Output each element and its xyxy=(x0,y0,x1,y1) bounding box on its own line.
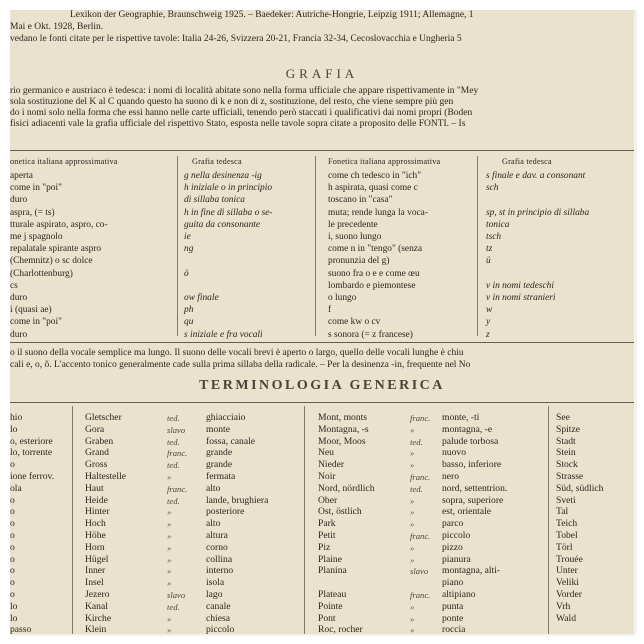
term-col3-meaning: altipiano xyxy=(442,589,476,600)
term-col3-word: Nord, nördlich xyxy=(318,482,375,494)
term-col3-word: Noir xyxy=(318,471,336,482)
term-meaning-left: hio xyxy=(10,412,23,423)
term-col3-lang: ted. xyxy=(410,483,423,494)
term-col2-meaning: corno xyxy=(206,541,228,553)
term-col2-meaning: canale xyxy=(206,600,231,612)
grafia-cell: ph xyxy=(184,305,194,316)
grafia-col-head-3: Fonetica italiana approssimativa xyxy=(328,157,441,166)
terminologia-divider-2 xyxy=(304,406,305,634)
term-col3-meaning: ponte xyxy=(442,612,464,624)
grafia-cell: suono fra o e e come œu xyxy=(328,268,420,279)
grafia-cell: duro xyxy=(10,329,28,340)
grafia-divider-3 xyxy=(477,156,478,336)
term-word-right: Vorder xyxy=(556,589,582,600)
term-meaning-left: passo xyxy=(10,624,32,634)
term-col2-lang: ted. xyxy=(167,436,180,447)
term-col2-word: Graben xyxy=(85,435,114,447)
term-col2-lang: » xyxy=(167,531,172,541)
grafia-cell: (Chemnitz) o sc dolce xyxy=(10,256,93,267)
term-col2-lang: slavo xyxy=(167,424,186,435)
grafia-cell: v in nomi stranieri xyxy=(486,293,556,303)
grafia-intro-2: sola sostituzione del K al C quando questo ha suono di k e non di z, sostituzione, del resto, che viene sempre più gen xyxy=(10,97,454,107)
term-meaning-left: lo xyxy=(10,600,18,612)
term-word-right: Trouée xyxy=(556,553,583,565)
term-col2-word: Gletscher xyxy=(85,412,122,423)
term-col2-meaning: alto xyxy=(206,482,221,494)
term-col3-lang: » xyxy=(410,542,415,553)
term-word-right: Süd, südlich xyxy=(556,482,604,494)
grafia-cell: duro xyxy=(10,195,28,206)
grafia-cell: i, suono lungo xyxy=(328,232,382,242)
grafia-cell: sp, st in principio di sillaba xyxy=(486,207,590,218)
grafia-cell: ö xyxy=(184,268,189,279)
term-col3-word: Mont, monts xyxy=(318,412,368,423)
term-col3-meaning: est, orientale xyxy=(442,506,492,518)
grafia-cell: ow finale xyxy=(184,293,219,303)
term-meaning-left: o xyxy=(10,518,15,530)
grafia-cell: muta; rende lunga la voca- xyxy=(328,207,428,218)
term-meaning-left: o xyxy=(10,494,15,506)
term-col2-word: Kirche xyxy=(85,612,112,624)
term-col3-word: Roc, rocher xyxy=(318,624,363,634)
term-col3-lang: » xyxy=(410,554,415,565)
term-col3-lang: » xyxy=(410,519,415,530)
term-word-right: Sveti xyxy=(556,494,576,506)
term-col3-lang: franc. xyxy=(410,413,431,423)
term-col2-meaning: lago xyxy=(206,589,223,600)
grafia-col-head-2: Grafia tedesca xyxy=(192,157,242,166)
grafia-cell: tonica xyxy=(486,219,510,230)
grafia-intro-3: do i nomi solo nella forma che essi hanno nelle carte ufficiali, tenendo però staccati i qualificativi dai nomi propri (Boden xyxy=(10,108,473,118)
atlas-page xyxy=(10,10,634,634)
term-col2-lang: franc. xyxy=(167,448,188,459)
grafia-cell: toscano in "casa" xyxy=(328,195,393,206)
grafia-cell: y xyxy=(486,317,491,328)
term-col3-lang: franc. xyxy=(410,472,431,482)
term-meaning-left: ione ferrov. xyxy=(10,471,55,482)
grafia-cell: guita da consonante xyxy=(184,219,261,230)
term-meaning-left: o xyxy=(10,506,15,518)
term-col3-meaning: piccolo xyxy=(442,530,471,541)
term-col2-word: Klein xyxy=(85,624,107,634)
term-word-right: Vrh xyxy=(556,600,571,612)
term-col2-lang: » xyxy=(167,625,172,634)
grafia-cell: w xyxy=(486,305,493,316)
term-word-right: Spitze xyxy=(556,423,580,435)
source-line-3: vedano le fonti citate per le rispettive tavole: Italia 24-26, Svizzera 20-21, Francia 32-34, Cecoslovacchia e Ungheria 5 xyxy=(10,34,462,44)
term-col2-lang: » xyxy=(167,542,172,553)
grafia-cell: qu xyxy=(184,317,194,328)
grafia-cell: v in nomi tedeschi xyxy=(486,280,554,291)
term-col2-word: Haltestelle xyxy=(85,471,127,482)
term-word-right: Stadt xyxy=(556,435,576,447)
term-col3-word: Ost, östlich xyxy=(318,506,362,518)
grafia-cell: come ch tedesco in "ich" xyxy=(328,171,422,181)
term-word-right: Törl xyxy=(556,541,573,553)
term-col3-word: Petit xyxy=(318,530,336,541)
grafia-cell: o lungo xyxy=(328,293,357,303)
term-col3-lang: » xyxy=(410,601,415,612)
term-word-right: Veliki xyxy=(556,577,579,589)
term-col3-meaning: basso, inferiore xyxy=(442,459,502,471)
term-col2-meaning: fermata xyxy=(206,471,236,482)
term-col3-lang: » xyxy=(410,460,415,471)
grafia-cell: s finale e dav. a consonant xyxy=(486,171,586,181)
term-col2-word: Höhe xyxy=(85,530,106,541)
term-col3-word: Nieder xyxy=(318,459,345,471)
term-col2-lang: ted. xyxy=(167,460,180,471)
term-col3-meaning: parco xyxy=(442,518,464,530)
term-meaning-left: o xyxy=(10,530,15,541)
term-col2-word: Gora xyxy=(85,423,105,435)
grafia-note-2: cali e, o, õ. L'accento tonico generalmente cade sulla prima sillaba della radicale. – Per la desinenza -in, frequente nel No xyxy=(10,360,471,370)
grafia-cell: z xyxy=(486,329,490,340)
term-col2-meaning: monte xyxy=(206,423,230,435)
term-col3-word: Pointe xyxy=(318,600,343,612)
term-col2-meaning: collina xyxy=(206,553,233,565)
term-col2-word: Insel xyxy=(85,577,104,589)
term-col2-meaning: chiesa xyxy=(206,612,230,624)
term-col2-word: Horn xyxy=(85,541,105,553)
grafia-note-1: o il suono della vocale semplice ma lungo. Il suono delle vocali brevi è aperto o largo, quello delle vocali lunghe è chiu xyxy=(10,348,464,358)
term-col2-word: Gross xyxy=(85,459,108,471)
term-meaning-left: o xyxy=(10,577,15,589)
grafia-cell: ie xyxy=(184,232,191,242)
term-meaning-left: lo, torrente xyxy=(10,447,53,459)
source-line-1: Lexikon der Geographie, Braunschweig 1925. – Baedeker: Autriche-Hongrie, Leipzig 1911; Allemagne, 1 xyxy=(70,10,474,20)
term-col2-word: Jezero xyxy=(85,589,110,600)
term-col2-word: Grand xyxy=(85,447,109,459)
term-col3-word: Montagna, -s xyxy=(318,423,369,435)
term-col2-word: Inner xyxy=(85,565,106,577)
term-col2-lang: » xyxy=(167,566,172,577)
term-col2-lang: » xyxy=(167,472,172,482)
term-meaning-left: o xyxy=(10,553,15,565)
grafia-cell: ü xyxy=(486,256,491,267)
term-col2-lang: slavo xyxy=(167,590,186,600)
term-col3-lang: » xyxy=(410,495,415,506)
grafia-cell: cs xyxy=(10,280,18,291)
term-col3-meaning: pizzo xyxy=(442,541,463,553)
grafia-cell: tturale aspirato, aspro, co- xyxy=(10,219,108,230)
grafia-cell: h iniziale o in principio xyxy=(184,183,273,194)
term-col2-word: Haut xyxy=(85,482,104,494)
term-col2-word: Hoch xyxy=(85,518,106,530)
term-col3-lang: ted. xyxy=(410,436,423,447)
grafia-cell: repalatale spirante aspro xyxy=(10,244,102,255)
grafia-cell: sch xyxy=(486,183,499,194)
grafia-cell: lombardo e piemontese xyxy=(328,280,416,291)
grafia-col-head-4: Grafia tedesca xyxy=(502,157,552,166)
grafia-cell: come n in "tengo" (senza xyxy=(328,244,423,255)
grafia-table-top-rule xyxy=(10,150,634,151)
term-col3-lang: » xyxy=(410,613,415,624)
grafia-cell: tz xyxy=(486,244,493,255)
term-col2-meaning: altura xyxy=(206,530,228,541)
grafia-cell: f xyxy=(328,305,332,316)
term-meaning-left: ola xyxy=(10,482,22,494)
grafia-intro-4: fisici adiacenti vale la grafia ufficiale del rispettivo Stato, esposta nelle tavole sopra citate a proposito delle FONTI. – Is xyxy=(10,119,466,129)
term-col3-meaning: monte, -ti xyxy=(442,412,480,423)
grafia-title: GRAFIA xyxy=(285,66,359,81)
grafia-intro-1: rio germanico e austriaco è tedesca: i nomi di località abitate sono nella forma ufficiale che appare rispettivamente in "Mey xyxy=(10,86,479,96)
term-col2-meaning: grande xyxy=(206,459,233,471)
term-meaning-left: lo xyxy=(10,423,18,435)
term-col3-meaning: piano xyxy=(442,577,464,589)
term-word-right: Teich xyxy=(556,518,578,530)
terminologia-title: TERMINOLOGIA GENERICA xyxy=(199,378,445,393)
grafia-cell: come in "poi" xyxy=(10,317,62,328)
term-word-right: Tobel xyxy=(556,530,578,541)
term-col2-lang: ted. xyxy=(167,413,180,423)
term-col3-word: Ober xyxy=(318,494,338,506)
grafia-cell: s sonora (= z francese) xyxy=(328,329,413,340)
term-meaning-left: o, esteriore xyxy=(10,435,53,447)
grafia-table-bottom-rule xyxy=(10,342,634,343)
term-col3-meaning: punta xyxy=(442,600,464,612)
term-meaning-left: o xyxy=(10,459,15,471)
term-col2-lang: » xyxy=(167,554,172,565)
term-col3-lang: franc. xyxy=(410,590,431,600)
term-word-right: See xyxy=(556,412,570,423)
term-col3-meaning: pianura xyxy=(442,553,471,565)
terminologia-top-rule xyxy=(10,402,634,403)
grafia-cell: pronunzia del g) xyxy=(328,256,390,267)
term-col2-lang: » xyxy=(167,507,172,518)
term-col3-word: Moor, Moos xyxy=(318,435,366,447)
term-col2-lang: ted. xyxy=(167,601,180,612)
term-meaning-left: o xyxy=(10,541,15,553)
grafia-cell: i (quasi ae) xyxy=(10,305,52,316)
term-col2-lang: » xyxy=(167,578,172,589)
term-meaning-left: lo xyxy=(10,612,18,624)
grafia-cell: come in "poi" xyxy=(10,183,62,194)
terminologia-divider-1 xyxy=(72,406,73,634)
term-col2-lang: ted. xyxy=(167,495,180,506)
term-col3-word: Park xyxy=(318,518,336,530)
term-col2-meaning: fossa, canale xyxy=(206,435,256,447)
term-word-right: Wald xyxy=(556,612,577,624)
grafia-cell: s iniziale e fra vocali xyxy=(184,329,263,340)
term-col2-meaning: isola xyxy=(206,577,225,589)
term-col3-meaning: montagna, alti- xyxy=(442,565,501,577)
term-col3-meaning: nero xyxy=(442,471,460,482)
term-col2-lang: » xyxy=(167,519,172,530)
term-col3-lang: » xyxy=(410,625,415,634)
term-col3-lang: » xyxy=(410,507,415,518)
term-col3-lang: franc. xyxy=(410,531,431,541)
grafia-divider-2 xyxy=(315,156,316,336)
term-col2-meaning: posteriore xyxy=(206,506,245,518)
grafia-cell: duro xyxy=(10,293,28,303)
grafia-cell: come kw o cv xyxy=(328,317,381,328)
grafia-cell: me j spagnolo xyxy=(10,232,63,242)
term-col2-meaning: lande, brughiera xyxy=(206,494,269,506)
grafia-cell: tsch xyxy=(486,232,502,242)
term-col3-word: Plateau xyxy=(318,589,347,600)
grafia-cell: le precedente xyxy=(328,219,378,230)
term-word-right: Tal xyxy=(556,506,569,518)
grafia-cell: aperta xyxy=(10,171,33,181)
term-col3-meaning: nord, settentrion. xyxy=(442,482,508,494)
term-col3-word: Planina xyxy=(318,565,347,577)
term-col2-meaning: ghiacciaio xyxy=(206,412,246,423)
term-col3-word: Plaine xyxy=(318,553,342,565)
term-word-right: Unter xyxy=(556,565,578,577)
term-word-right: Stock xyxy=(556,459,578,471)
term-col3-word: Pont xyxy=(318,612,336,624)
term-col2-word: Kanal xyxy=(85,600,108,612)
term-col3-word: Neu xyxy=(318,447,334,459)
term-col3-lang: slavo xyxy=(410,566,429,577)
term-col2-word: Hügel xyxy=(85,553,109,565)
term-word-right: Stein xyxy=(556,447,576,459)
term-col3-meaning: roccia xyxy=(442,624,466,634)
term-col2-lang: franc. xyxy=(167,483,188,494)
term-col2-meaning: grande xyxy=(206,447,233,459)
term-col3-lang: » xyxy=(410,448,415,459)
term-meaning-left: o xyxy=(10,565,15,577)
grafia-cell: aspra, (= ts) xyxy=(10,207,55,218)
term-col2-lang: » xyxy=(167,613,172,624)
term-word-right: Strasse xyxy=(556,471,584,482)
grafia-cell: ng xyxy=(184,244,194,255)
grafia-col-head-1: onetica italiana approssimativa xyxy=(10,157,118,166)
grafia-cell: h in fine di sillaba o se- xyxy=(184,207,273,218)
grafia-cell: h aspirata, quasi come c xyxy=(328,183,418,194)
term-meaning-left: o xyxy=(10,589,15,600)
terminologia-divider-3 xyxy=(548,406,549,634)
grafia-divider-1 xyxy=(177,156,178,336)
term-col2-meaning: alto xyxy=(206,518,221,530)
term-col2-word: Hinter xyxy=(85,506,110,518)
term-col3-lang: » xyxy=(410,424,415,435)
source-line-2: Mai e Okt. 1928, Berlin. xyxy=(10,22,104,32)
term-col3-meaning: nuovo xyxy=(442,447,466,459)
term-col3-meaning: sopra, superiore xyxy=(442,494,504,506)
term-col3-meaning: montagna, -e xyxy=(442,423,493,435)
term-col3-meaning: palude torbosa xyxy=(442,435,499,447)
term-col2-word: Heide xyxy=(85,494,108,506)
term-col3-word: Piz xyxy=(318,541,331,553)
grafia-cell: g nella desinenza -ig xyxy=(184,171,262,181)
grafia-cell: di sillaba tonica xyxy=(184,195,245,206)
term-col2-meaning: piccolo xyxy=(206,624,235,634)
grafia-cell: (Charlottenburg) xyxy=(10,268,73,279)
term-col2-meaning: interno xyxy=(206,565,234,577)
